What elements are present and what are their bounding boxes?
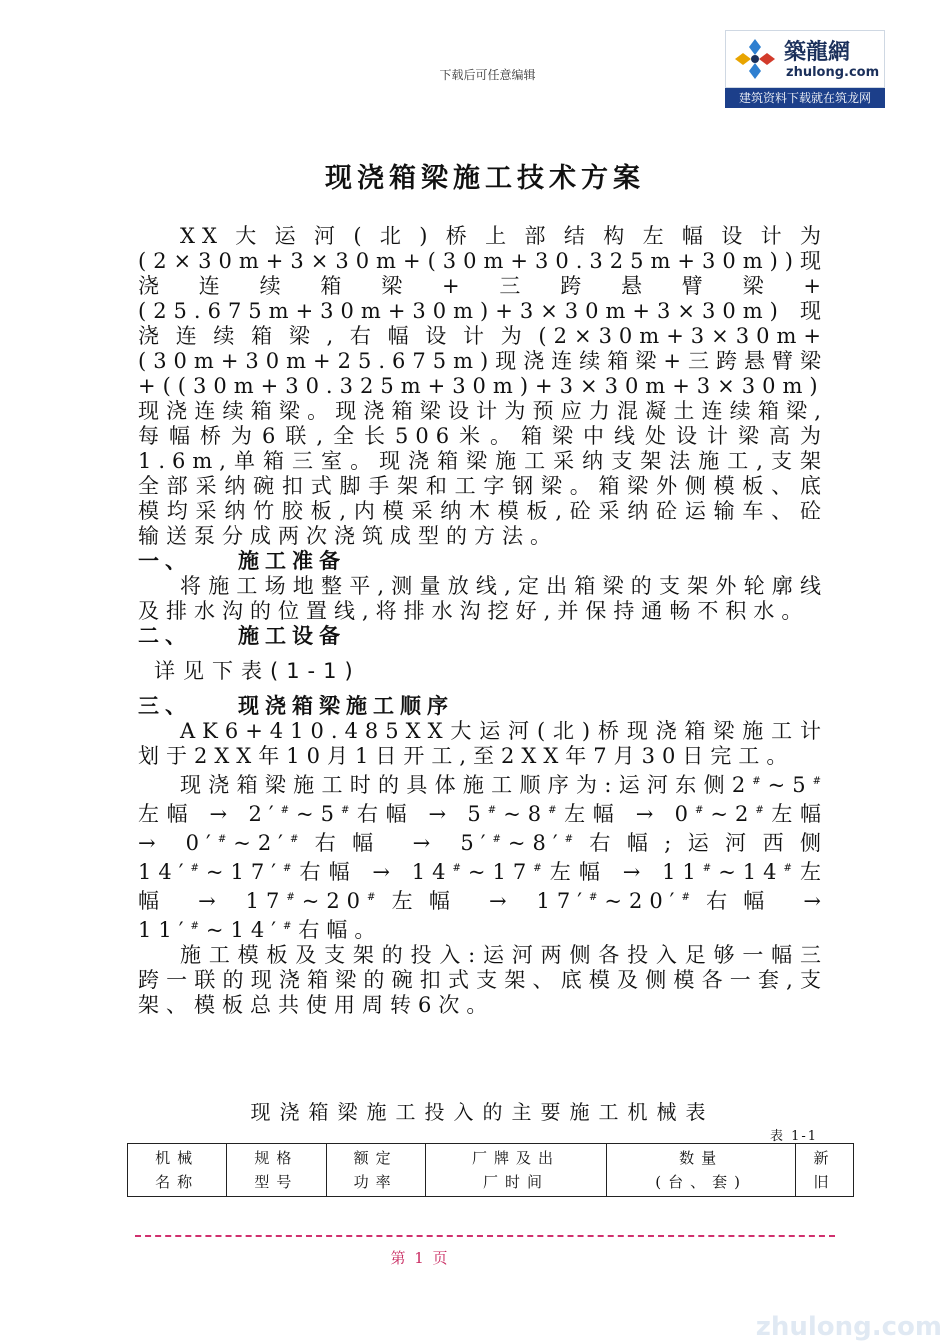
order-part: ~2 <box>710 802 756 826</box>
intro-paragraph: XX大运河(北)桥上部结构左幅设计为(2×30m+3×30m+(30m+30.325m+30m))现浇连续箱梁+三跨悬臂梁+(25.675m+30m+30m)+3×30m+3×30m)现浇连续箱梁,右幅设计为(2×30m+3×30m+(30m+30m+25.675m)现浇连续箱梁+三跨悬臂梁+((30m+30.325m+30m)+3×30m+3×30m)现浇连续箱梁。现浇箱梁设计为预应力混凝土连续箱梁,每幅桥为6联,全长506米。箱梁中线处设计梁高为1.6m,单箱三室。现浇箱梁施工采纳支架法施工,支架全部采纳碗扣式脚手架和工字钢梁。箱梁外侧模板、底模均采纳竹胶板,内模采纳木模板,砼采纳砼运输车、砼输送泵分成两次浇筑成型的方法。 <box>138 224 828 548</box>
schedule-paragraph: AK6+410.485XX大运河(北)桥现浇箱梁施工计划于2XX年10月1日开工,至2XX年7月30日完工。 <box>138 719 828 768</box>
order-part: 左幅 → 2′ <box>138 802 281 826</box>
section-2-detail: 详见下表(1-1) <box>154 659 361 683</box>
order-part: ~5 <box>295 802 341 826</box>
order-part: 右幅 → 11′ <box>138 889 828 942</box>
section-1-number: 一、 <box>138 549 192 573</box>
order-part: 左幅 → 0′ <box>138 802 829 855</box>
order-paragraph <box>138 769 828 943</box>
pier-mark: # <box>533 863 549 874</box>
order-part: 右幅;运河西侧 14′ <box>138 831 829 884</box>
order-lead: 现浇箱梁施工时的具体施工顺序为:运河东侧 <box>180 773 732 797</box>
pier-mark: # <box>492 834 508 845</box>
order-part: ~17′ <box>205 860 283 884</box>
order-part: ~8 <box>503 802 549 826</box>
snowflake-logo-icon <box>731 37 779 81</box>
order-part: ~17 <box>467 860 534 884</box>
header-machine-name: 机械 名称 <box>128 1144 227 1197</box>
watermark: zhulong.com <box>755 1312 942 1342</box>
page-divider <box>135 1235 835 1239</box>
order-part: ~2′ <box>233 831 290 855</box>
order-part: ~20′ <box>604 889 682 913</box>
investment-paragraph: 施工模板及支架的投入:运河两侧各投入足够一幅三跨一联的现浇箱梁的碗扣式支架、底模及侧模各一套,支架、模板总共使用周转6次。 <box>138 943 828 1017</box>
logo-slogan: 建筑资料下载就在筑龙网 <box>725 88 885 108</box>
order-part: ~8′ <box>507 831 565 855</box>
section-2-number: 二、 <box>138 624 192 648</box>
document-title: 现浇箱梁施工技术方案 <box>325 163 645 194</box>
order-part: 左幅 → 17′ <box>382 889 589 913</box>
order-part: 右幅 → 5 <box>356 802 488 826</box>
table-title: 现浇箱梁施工投入的主要施工机械表 <box>250 1100 715 1124</box>
section-heading-1 <box>138 549 828 574</box>
pier-mark: # <box>702 863 719 874</box>
section-heading-3 <box>138 694 828 719</box>
pier-mark: # <box>282 921 299 932</box>
order-part: 右幅 → 14 <box>298 860 453 884</box>
pier-mark: # <box>548 805 564 816</box>
order-part: 左幅 → 17 <box>138 860 829 913</box>
section-1-title: 施工准备 <box>238 549 346 573</box>
header-note: 下载后可任意编辑 <box>439 68 536 82</box>
header-spec-model: 规格 型号 <box>227 1144 326 1197</box>
order-part: ~20 <box>301 889 368 913</box>
order-part: ~14′ <box>205 918 283 942</box>
pier-mark: # <box>340 805 357 816</box>
page-number: 第 1 页 <box>390 1249 450 1267</box>
pier-mark: # <box>564 834 581 845</box>
pier-mark: # <box>190 863 206 874</box>
header-brand-date: 厂牌及出 厂时间 <box>425 1144 607 1197</box>
order-part: ~5 <box>767 773 813 797</box>
order-part: ~14 <box>718 860 784 884</box>
pier-mark: # <box>588 892 605 903</box>
section-3-number: 三、 <box>138 694 192 718</box>
table-header-row <box>128 1144 854 1197</box>
order-part: 左幅 → 11 <box>548 860 703 884</box>
pier-mark: # <box>752 776 768 787</box>
section-1-paragraph: 将施工场地整平,测量放线,定出箱梁的支架外轮廓线及排水沟的位置线,将排水沟挖好,并保持通畅不积水。 <box>138 574 828 623</box>
pier-mark: # <box>280 805 296 816</box>
logo-brand-cn: 築龍網 <box>784 40 851 65</box>
machinery-table <box>127 1143 854 1197</box>
pier-mark: # <box>190 921 206 932</box>
pier-mark: # <box>367 892 383 903</box>
section-3-title: 现浇箱梁施工顺序 <box>238 694 454 718</box>
order-sequence <box>138 773 828 942</box>
zhulong-logo[interactable] <box>725 30 885 108</box>
section-2-title: 施工设备 <box>238 624 346 648</box>
order-part: 左幅 → 0 <box>563 802 695 826</box>
pier-mark: # <box>452 863 468 874</box>
pier-mark: # <box>812 776 828 787</box>
pier-mark: # <box>783 863 799 874</box>
pier-mark: # <box>286 892 302 903</box>
section-heading-2 <box>138 624 828 649</box>
pier-mark: # <box>681 892 697 903</box>
document-body <box>138 224 828 1018</box>
logo-brand-en: zhulong.com <box>786 65 880 80</box>
pier-mark: # <box>487 805 504 816</box>
pier-mark: # <box>217 834 234 845</box>
order-part: 右幅。 <box>298 918 383 942</box>
pier-mark: # <box>289 834 306 845</box>
pier-mark: # <box>695 805 711 816</box>
pier-mark: # <box>282 863 299 874</box>
header-new-old: 新 旧 <box>795 1144 853 1197</box>
header-quantity: 数量 (台、套) <box>607 1144 796 1197</box>
order-part: 2 <box>731 773 753 797</box>
pier-mark: # <box>755 805 771 816</box>
header-rated-power: 额定 功率 <box>326 1144 425 1197</box>
table-ref: 表 1-1 <box>770 1129 819 1144</box>
order-part: 右幅 → 5′ <box>305 831 493 855</box>
